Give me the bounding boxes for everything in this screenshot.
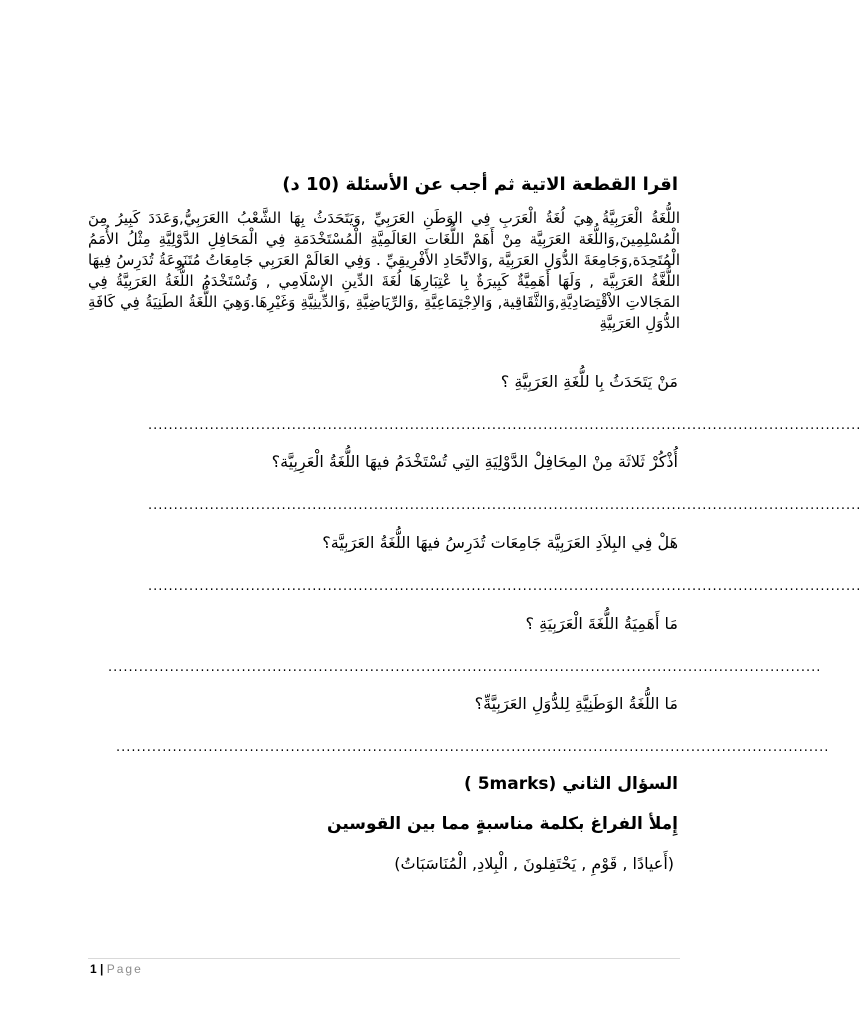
footer-divider (88, 958, 680, 959)
answer-line-5: ........................................................................................................................................... (116, 740, 830, 755)
section2-marks: ( 5marks) (464, 774, 557, 794)
page-footer (90, 962, 143, 976)
question-2: أُذْكُرْ ثَلاثَة مِنْ المِحَافِلْ الدَّوْلِيَةِ التِي تُسْتَخْدَمُ فيهَا اللُّغَةُ الْعَرِبِيَّة؟ (271, 452, 678, 471)
answer-line-3: ........................................................................................................................................... (148, 579, 861, 594)
footer-separator: | (100, 962, 104, 976)
reading-passage: اللُّغَةُ الْعَرَبِيَّةُ هِيَ لُغَةُ الْعَرَبِ فِي الوَطَنِ العَرَبِيِّ ,وَيَتَحَدَثُ بِهَا الشَّعْبُ االعَرَبِيُّ,وَعَدَدَ كَبِيرُ مِنَ الْمُسْلِمِينَ,وَاللُّغَة العَرَبِيَّة مِنْ أَهَمْ اللُّغَات العَالَمِيَّةِ الْمُسْتَخْدَمَةِ فِي الْمَحَافِلِ الدَّوْلِيَّةِ مِثْلُ الأُمَمُ الْمُتَحِدَة,وَجَامِعَةَ الدُّوَلِ العَرَبِيَّة ,وَالاتِّحَادِ الأَفْرِيقِيِّ . وَفِي العَالَمْ العَرَبِي جَامِعَاتُ مُتَنَوِعَةُ تُدَرِسُ فِيهَا اللُّغَّةُ العَرَبِيَّة , وَلَهَا أَهَمِيَّةٌ كَبِيرَةٌ بِا عْتِبَارِهَا لُغَةَ الدِّينِ الإِسْلَامِي , وَتُسْتَخْدَمُ اللُّغَةُ العَرَبِيَّةُ فِي المَجَالاتِ الاْقْتِصَادِيَّةِ,وَالثَّقَاقِية, وَالاِجْتِمَاعِيَّةِ ,وَالرِّيَاضِيَّةِ ,وَالدِّينِيَّةِ وَغَيْرِهَا.وَهِيَ اللُّغَةُ الطَنِيَةُ فِي كَافَةِ الدُّوَلِ العَرَبِيَّةِ (88, 209, 680, 332)
question-4: مَا أَهَمِيَةُ اللُّغَةَ الْعَرَبِيَةِ ؟ (525, 614, 678, 633)
answer-line-4: ........................................................................................................................................... (108, 660, 822, 675)
question-1: مَنْ يَتَحَدَثُ بِا للُّغَةِ العَرَبِيَّةِ ؟ (500, 372, 678, 391)
page-title: اقرا القطعة الاتية ثم أجب عن الأسئلة (10 د) (282, 174, 678, 195)
section2-heading (464, 774, 678, 794)
question-5: مَا اللُّغَةُ الوَطَنِيَّةِ لِلدُّوَلِ العَرَبِيَّةِّ؟ (474, 694, 678, 713)
page-number: 1 (90, 962, 97, 976)
section2-instruction: إِملأ الفراغ بكلمة مناسبةٍ مما بين القوسين (327, 814, 678, 834)
page-label: Page (106, 962, 143, 976)
section2-title: السؤال الثاني (562, 774, 678, 794)
answer-line-1: ........................................................................................................................................... (148, 418, 861, 433)
question-3: هَلْ فِي البِلاَدِ العَرَبِيَّة جَامِعَات تُدَرِسُ فيهَا اللُّغَةُ العَرَبِيَّة؟ (322, 533, 678, 552)
answer-line-2: ........................................................................................................................................... (148, 498, 861, 513)
word-bank: (أَعيادًا , قَوْمِ , يَحْتَفِلونَ , الْبِلادِ, الْمُنَاسَبَاتُ) (394, 854, 674, 873)
